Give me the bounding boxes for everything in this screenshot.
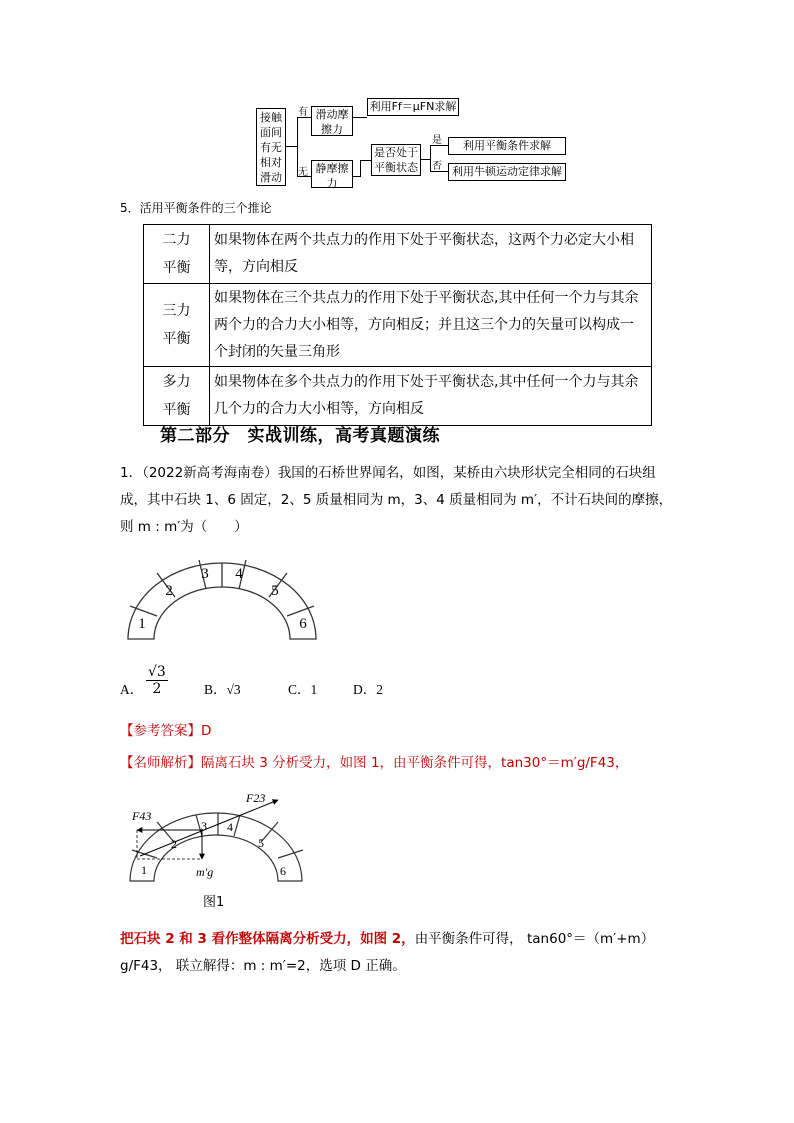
stone-bridge-figure xyxy=(120,556,325,646)
gravity-label: m′g xyxy=(196,865,214,879)
table-row xyxy=(144,367,652,426)
stone-3-label: 3 xyxy=(201,566,209,582)
equilibrium-question-box: 是否处于平衡状态 xyxy=(371,144,421,176)
rule-desc: 如果物体在三个共点力的作用下处于平衡状态,其中任何一个力与其余两个力的合力大小相等，方向相反；并且这三个力的矢量可以构成一个封闭的矢量三角形 xyxy=(210,284,652,367)
newton-method-box: 利用牛顿运动定律求解 xyxy=(448,163,566,181)
table-row xyxy=(144,225,652,284)
answer-label: 【参考答案】 xyxy=(120,723,201,739)
sliding-friction-box: 滑动摩擦力 xyxy=(311,106,353,136)
table-row xyxy=(144,284,652,367)
analysis-body: 隔离石块 3 分析受力，如图 1，由平衡条件可得，tan30°＝m′g/F43， xyxy=(201,755,629,771)
option-a: A． xyxy=(120,682,144,697)
question-line-2: 成，其中石块 1、6 固定，2、5 质量相同为 m，3、4 质量相同为 m′，不计石块间的摩擦， xyxy=(120,492,673,508)
option-a-fraction: $\frac{√3}{2}$ xyxy=(148,664,166,697)
reference-answer xyxy=(120,718,211,745)
option-b: B．√3 xyxy=(204,682,241,697)
analysis-label: 【名师解析】 xyxy=(120,755,201,771)
svg-text:1: 1 xyxy=(141,863,147,877)
question-line-3: 则 m : m′为（ ） xyxy=(120,519,248,535)
flowchart-root: 接触面间有无相对滑动 xyxy=(256,108,286,186)
conclusion-line-1: 把石块 2 和 3 看作整体隔离分析受力，如图 2，由平衡条件可得， tan60°＝（m′+m） xyxy=(120,931,655,947)
svg-text:3: 3 xyxy=(201,819,207,833)
sliding-method-box: 利用Ff＝μFN求解 xyxy=(367,98,459,116)
no-label: 否 xyxy=(432,161,442,172)
branch-no-label: 无 xyxy=(298,167,308,178)
stone-2-label: 2 xyxy=(165,583,173,599)
equilibrium-method-box: 利用平衡条件求解 xyxy=(448,137,566,155)
svg-text:2: 2 xyxy=(171,837,177,851)
yes-label: 是 xyxy=(432,135,442,146)
option-c: C．1 xyxy=(288,682,318,697)
question-line-1: 1．（2022新高考海南卷）我国的石桥世界闻名，如图，某桥由六块形状完全相同的石块组 xyxy=(120,465,656,481)
part-2-title: 第二部分 实战训练，高考真题演练 xyxy=(160,426,440,446)
question-text xyxy=(120,460,680,541)
stone-6-label: 6 xyxy=(299,616,307,632)
force-f43-label: F43 xyxy=(132,809,152,823)
rule-name: 二力平衡 xyxy=(144,225,210,284)
option-d: D．2 xyxy=(353,682,383,697)
equilibrium-rules-table xyxy=(143,224,652,426)
rule-desc: 如果物体在两个共点力的作用下处于平衡状态，这两个力必定大小相等，方向相反 xyxy=(210,225,652,284)
force-diagram-figure-1 xyxy=(120,786,310,890)
svg-text:4: 4 xyxy=(227,820,233,834)
force-f23-label: F23 xyxy=(246,791,266,805)
stone-4-label: 4 xyxy=(235,566,243,582)
svg-text:5: 5 xyxy=(258,836,264,850)
rule-desc: 如果物体在多个共点力的作用下处于平衡状态,其中任何一个力与其余几个力的合力大小相等，方向相反 xyxy=(210,367,652,426)
branch-yes-label: 有 xyxy=(298,107,308,118)
rule-name: 三力平衡 xyxy=(144,284,210,367)
figure-1-caption: 图1 xyxy=(203,895,225,910)
svg-text:6: 6 xyxy=(280,864,286,878)
answer-value: D xyxy=(201,723,212,739)
stone-1-label: 1 xyxy=(138,616,146,632)
analysis-text xyxy=(120,750,628,777)
conclusion-line-2: g/F43， 联立解得：m : m′=2，选项 D 正确。 xyxy=(120,958,406,974)
rule-name: 多力平衡 xyxy=(144,367,210,426)
conclusion-text xyxy=(120,926,680,980)
section-5-title: 5．活用平衡条件的三个推论 xyxy=(120,201,272,215)
stone-5-label: 5 xyxy=(271,583,279,599)
static-friction-box: 静摩擦力 xyxy=(311,160,353,188)
